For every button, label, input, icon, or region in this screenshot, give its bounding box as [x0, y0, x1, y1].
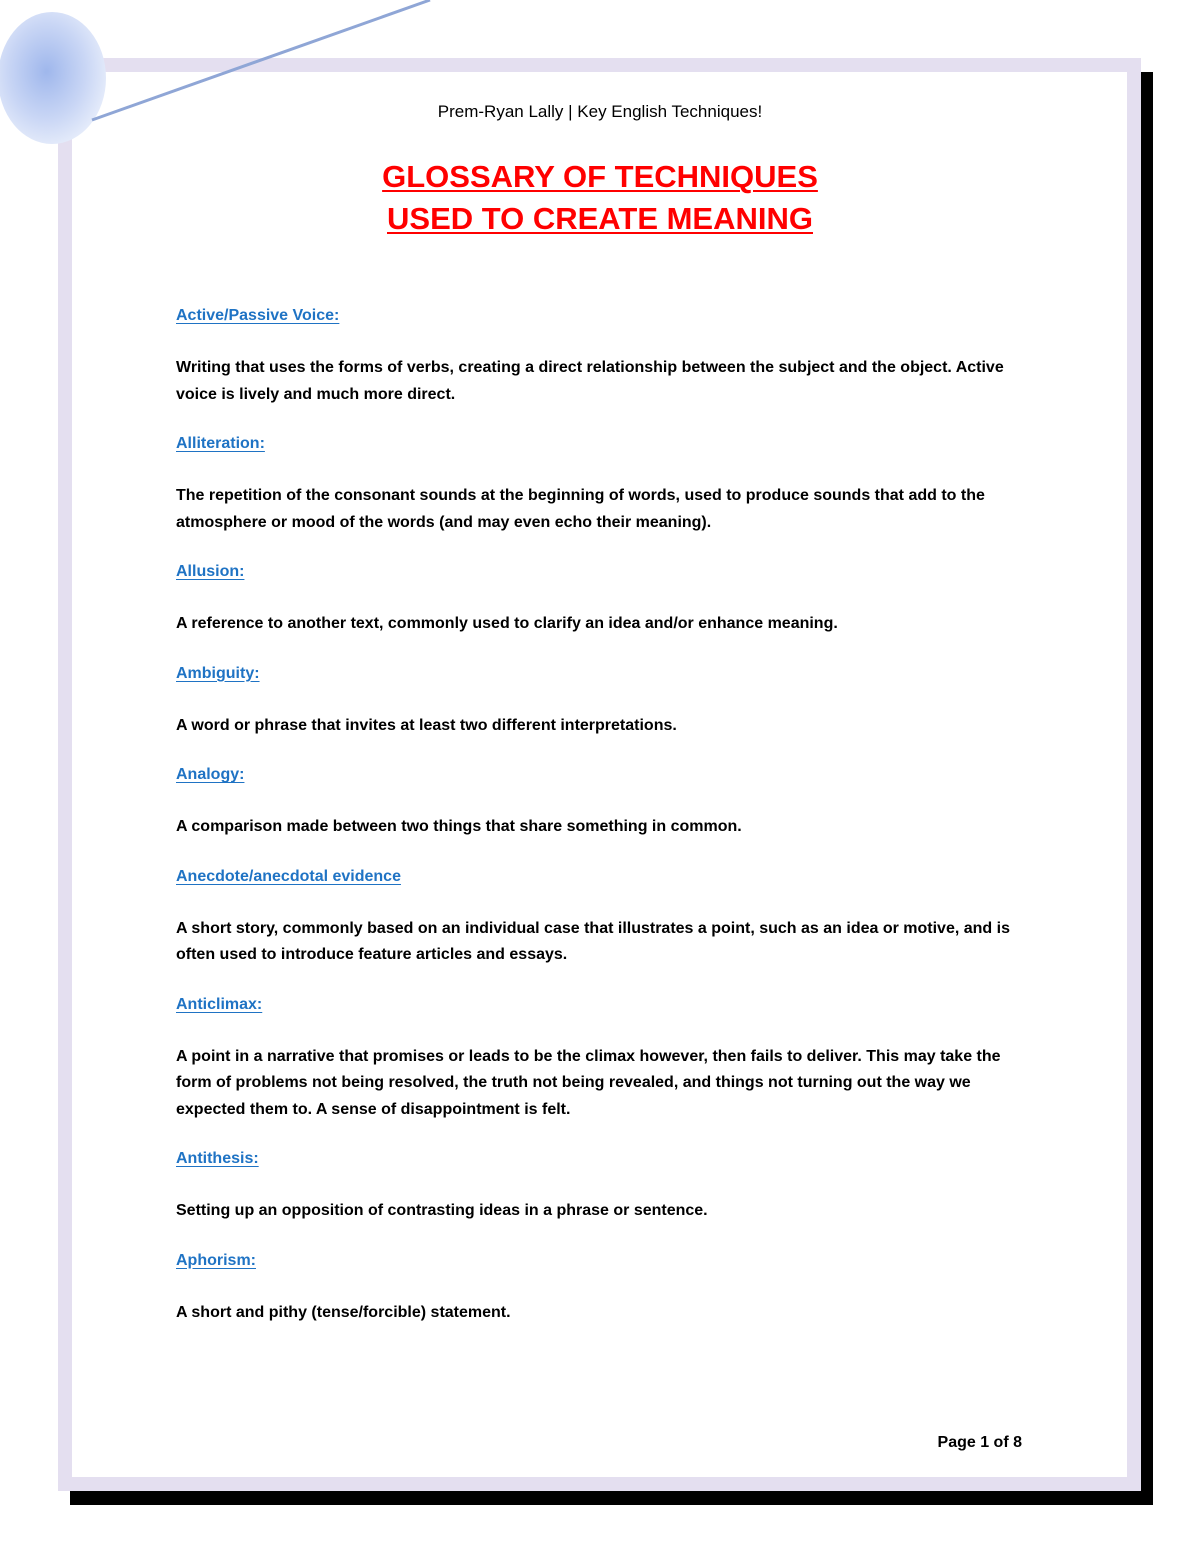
document-header: Prem-Ryan Lally | Key English Techniques!: [437, 102, 763, 121]
glossary-definition: A short and pithy (tense/forcible) statement.: [176, 1303, 511, 1321]
glossary-term: Anecdote/anecdotal evidence: [176, 867, 401, 885]
glossary-entry: [176, 992, 1036, 1124]
glossary-term: Aphorism:: [176, 1251, 256, 1269]
glossary-definition: A short story, commonly based on an individual case that illustrates a point, such as an idea or motive, and is often used to introduce feature articles and essays.: [176, 919, 1010, 963]
glossary-definition: A word or phrase that invites at least two different interpretations.: [176, 716, 677, 734]
glossary-list: [176, 303, 1036, 1349]
page-title-line-1: GLOSSARY OF TECHNIQUES: [382, 159, 818, 194]
glossary-definition: A comparison made between two things that share something in common.: [176, 818, 742, 835]
glossary-definition: A point in a narrative that promises or leads to be the climax however, then fails to deliver. This may take the form of problems not being resolved, the truth not being revealed, and things not turning out the way we expected them to. A sense of disappointment is felt.: [176, 1047, 1001, 1118]
glossary-entry: [176, 864, 1036, 969]
page-title: [0, 156, 1200, 240]
glossary-term: Analogy:: [176, 766, 245, 783]
glossary-definition: The repetition of the consonant sounds at the beginning of words, used to produce sounds that add to the atmosphere or mood of the words (and may even echo their meaning).: [176, 487, 985, 531]
glossary-term: Active/Passive Voice:: [176, 307, 340, 324]
glossary-entry: [176, 1146, 1036, 1225]
glossary-term: Alliteration:: [176, 435, 265, 452]
glossary-definition: A reference to another text, commonly used to clarify an idea and/or enhance meaning.: [176, 615, 838, 632]
glossary-entry: [176, 661, 1036, 740]
glossary-term: Allusion:: [176, 563, 245, 580]
glossary-entry: [176, 431, 1036, 536]
glossary-term: Antithesis:: [176, 1150, 259, 1167]
glossary-term: Anticlimax:: [176, 995, 263, 1013]
glossary-definition: Writing that uses the forms of verbs, creating a direct relationship between the subject and the object. Active voice is lively and much more direct.: [176, 359, 1004, 403]
glossary-definition: Setting up an opposition of contrasting ideas in a phrase or sentence.: [176, 1202, 708, 1219]
glossary-entry: [176, 762, 1036, 841]
page-number: Page 1 of 8: [937, 1434, 1022, 1451]
page-title-line-2: USED TO CREATE MEANING: [387, 201, 813, 236]
glossary-term: Ambiguity:: [176, 664, 260, 682]
glossary-entry: [176, 559, 1036, 638]
glossary-entry: [176, 303, 1036, 408]
glossary-entry: [176, 1248, 1036, 1327]
